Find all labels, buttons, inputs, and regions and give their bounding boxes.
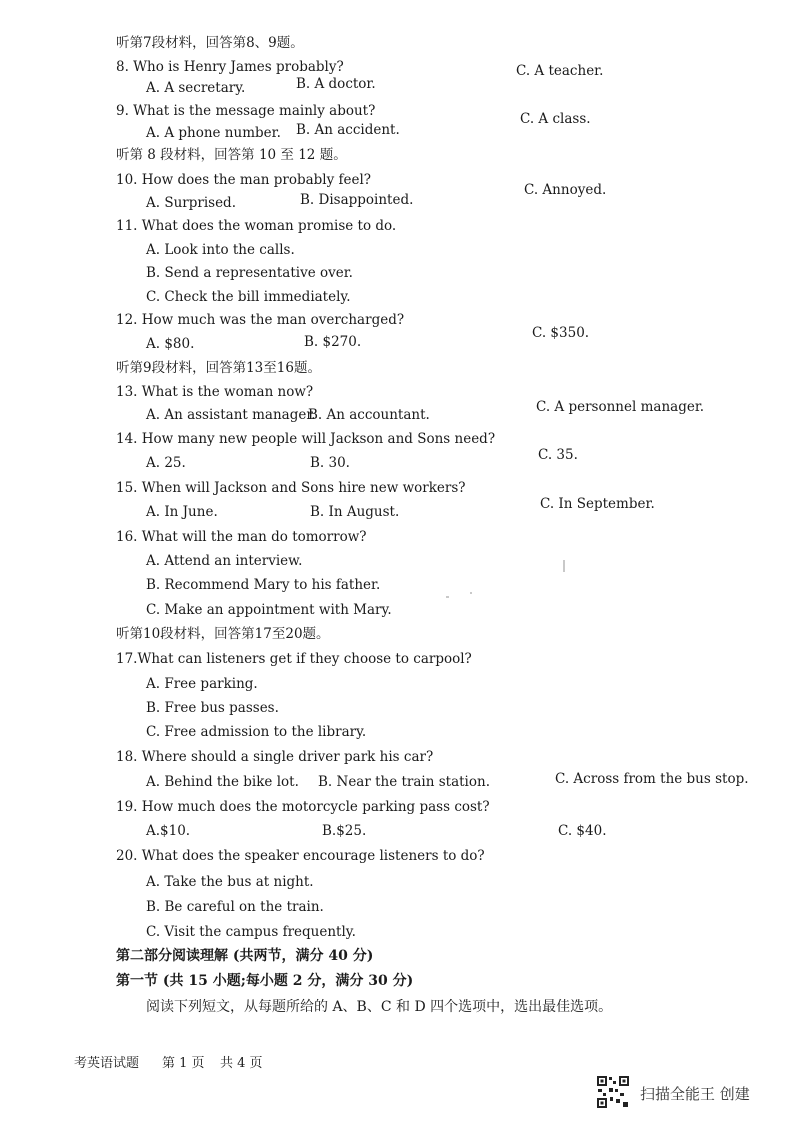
q11-option-c: C. Check the bill immediately.	[146, 289, 351, 305]
question-11: 11. What does the woman promise to do.	[116, 218, 397, 234]
q17-option-a: A. Free parking.	[146, 676, 258, 692]
q8-option-b: B. A doctor.	[296, 76, 376, 92]
scanner-brand-label: 扫描全能王 创建	[640, 1085, 750, 1103]
q16-option-b: B. Recommend Mary to his father.	[146, 577, 381, 593]
q13-option-a: A. An assistant manager.	[146, 407, 316, 423]
q18-option-c: C. Across from the bus stop.	[555, 771, 749, 787]
q11-option-b: B. Send a representative over.	[146, 265, 353, 281]
q13-option-c: C. A personnel manager.	[536, 399, 705, 415]
q12-option-b: B. $270.	[304, 334, 362, 350]
q17-option-c: C. Free admission to the library.	[146, 724, 367, 740]
question-17: 17.What can listeners get if they choose to carpool?	[116, 651, 472, 667]
question-15: 15. When will Jackson and Sons hire new workers?	[116, 480, 466, 496]
question-20: 20. What does the speaker encourage listeners to do?	[116, 848, 485, 864]
q9-option-c: C. A class.	[520, 111, 591, 127]
q11-option-a: A. Look into the calls.	[146, 242, 295, 258]
q9-option-a: A. A phone number.	[146, 125, 281, 141]
section-heading-7: 听第7段材料，回答第8、9题。	[116, 35, 304, 51]
question-13: 13. What is the woman now?	[116, 384, 314, 400]
q20-option-c: C. Visit the campus frequently.	[146, 924, 356, 940]
q20-option-b: B. Be careful on the train.	[146, 899, 324, 915]
q16-option-c: C. Make an appointment with Mary.	[146, 602, 392, 618]
q9-option-b: B. An accident.	[296, 122, 400, 138]
q14-option-b: B. 30.	[310, 455, 350, 471]
q20-option-a: A. Take the bus at night.	[146, 874, 314, 890]
question-12: 12. How much was the man overcharged?	[116, 312, 405, 328]
q13-option-b: B. An accountant.	[308, 407, 430, 423]
q14-option-a: A. 25.	[146, 455, 186, 471]
q19-option-b: B.$25.	[322, 823, 367, 839]
section-heading-10: 听第10段材料，回答第17至20题。	[116, 626, 330, 642]
question-9: 9. What is the message mainly about?	[116, 103, 376, 119]
q15-option-a: A. In June.	[146, 504, 218, 520]
q14-option-c: C. 35.	[538, 447, 578, 463]
question-10: 10. How does the man probably feel?	[116, 172, 372, 188]
question-19: 19. How much does the motorcycle parking pass cost?	[116, 799, 490, 815]
footer-subject: 考英语试题	[74, 1056, 140, 1071]
section-heading-9: 听第9段材料，回答第13至16题。	[116, 360, 321, 376]
qr-code-icon	[596, 1075, 630, 1109]
reading-instruction: 阅读下列短文，从每题所给的 A、B、C 和 D 四个选项中，选出最佳选项。	[146, 999, 613, 1015]
q10-option-b: B. Disappointed.	[300, 192, 414, 208]
scan-speck	[563, 560, 565, 572]
scan-speck	[446, 596, 449, 598]
section-heading-8: 听第 8 段材料，回答第 10 至 12 题。	[116, 147, 347, 163]
q19-option-c: C. $40.	[558, 823, 607, 839]
q8-option-c: C. A teacher.	[516, 63, 604, 79]
q15-option-b: B. In August.	[310, 504, 400, 520]
section-one-title: 第一节 (共 15 小题;每小题 2 分，满分 30 分)	[116, 973, 414, 989]
q18-option-b: B. Near the train station.	[318, 774, 490, 790]
q19-option-a: A.$10.	[146, 823, 191, 839]
q8-option-a: A. A secretary.	[146, 80, 246, 96]
q15-option-c: C. In September.	[540, 496, 655, 512]
footer-page: 第 1 页	[162, 1056, 205, 1071]
q12-option-a: A. $80.	[146, 336, 195, 352]
q10-option-a: A. Surprised.	[146, 195, 236, 211]
scan-speck	[470, 592, 472, 594]
question-16: 16. What will the man do tomorrow?	[116, 529, 367, 545]
q10-option-c: C. Annoyed.	[524, 182, 607, 198]
question-14: 14. How many new people will Jackson and Sons need?	[116, 431, 496, 447]
part-two-title: 第二部分阅读理解 (共两节，满分 40 分)	[116, 948, 374, 964]
q17-option-b: B. Free bus passes.	[146, 700, 279, 716]
question-18: 18. Where should a single driver park his car?	[116, 749, 434, 765]
footer-total: 共 4 页	[220, 1056, 263, 1071]
question-8: 8. Who is Henry James probably?	[116, 59, 344, 75]
q12-option-c: C. $350.	[532, 325, 590, 341]
q18-option-a: A. Behind the bike lot.	[146, 774, 299, 790]
q16-option-a: A. Attend an interview.	[146, 553, 303, 569]
